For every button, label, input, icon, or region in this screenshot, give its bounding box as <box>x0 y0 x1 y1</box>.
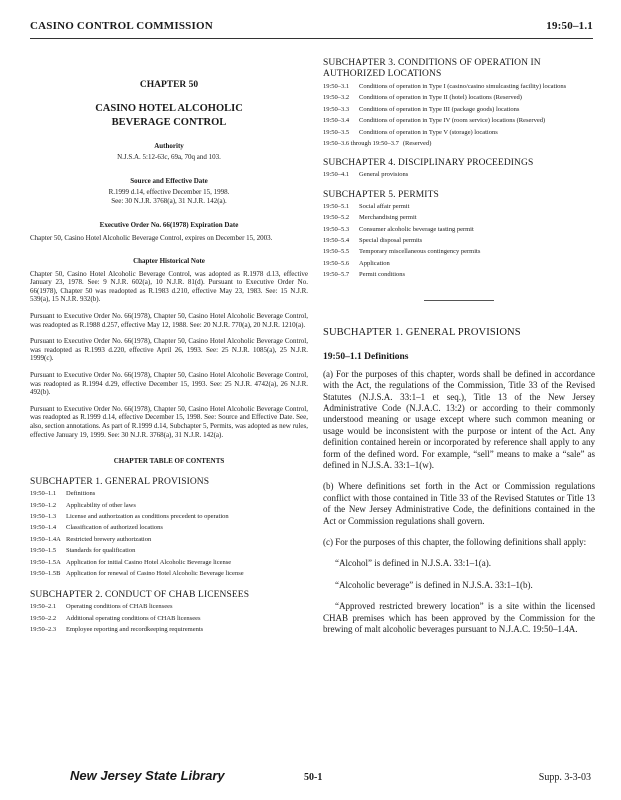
toc-item-title: Conditions of operation in Type IV (room service) locations (Reserved) <box>359 117 546 125</box>
toc-list <box>323 203 595 280</box>
chapter-title-line: CASINO HOTEL ALCOHOLIC <box>95 103 243 114</box>
toc-item-title: Temporary miscellaneous contingency permits <box>359 248 481 256</box>
toc-item-title: Permit conditions <box>359 271 406 279</box>
definition-para: (c) For the purposes of this chapter, the following definitions shall apply: <box>323 536 587 547</box>
toc-item-title: Operating conditions of CHAB licensees <box>66 603 173 611</box>
toc-heading: CHAPTER TABLE OF CONTENTS <box>113 457 225 466</box>
toc-item-title: Conditions of operation in Type V (storage) locations <box>359 128 498 136</box>
section-divider <box>424 300 494 301</box>
toc-item-title: Restricted brewery authorization <box>66 535 152 543</box>
historical-note-para: Chapter 50, Casino Hotel Alcoholic Beverage Control, was adopted as R.1978 d.13, effective January 23, 1978. See: 9 N.J.R. 602(a), 10 N.J.R. 81(d). Pursuant to Executive Order No. 66(1978), Chapter 50 was readopted as R.1983 d.210, effective May 23, 1983. See: 15 N.J.R. 539(a), 15 N.J.R. 932(b). <box>30 269 308 304</box>
toc-item-number: 19:50–2.3 <box>30 626 57 634</box>
toc-item-title: Definitions <box>66 490 96 498</box>
toc-item <box>30 559 308 567</box>
section-heading: 19:50–1.1 Definitions <box>323 351 409 362</box>
toc-item <box>323 248 595 256</box>
toc-subchapter-1: SUBCHAPTER 1. GENERAL PROVISIONS <box>30 477 210 488</box>
authority-heading: Authority <box>154 142 184 150</box>
toc-item <box>30 547 308 555</box>
toc-item <box>30 502 308 510</box>
toc-item <box>30 490 308 498</box>
toc-item-number: 19:50–3.3 <box>323 105 350 113</box>
toc-list <box>323 83 595 148</box>
page-number: 50-1 <box>304 772 323 783</box>
toc-item <box>323 214 595 222</box>
toc-subchapter-5: SUBCHAPTER 5. PERMITS <box>323 189 439 200</box>
toc-item <box>30 615 308 623</box>
toc-item <box>323 129 595 137</box>
authority-text: N.J.S.A. 5:12-63c, 69a, 70q and 103. <box>117 153 221 161</box>
toc-item-number: 19:50–5.7 <box>323 271 350 279</box>
toc-list <box>323 171 595 179</box>
toc-item-number: 19:50–3.4 <box>323 117 350 125</box>
toc-item-title: License and authorization as conditions precedent to operation <box>66 512 229 520</box>
chapter-number: CHAPTER 50 <box>139 80 199 90</box>
toc-item <box>323 203 595 211</box>
definition-para: “Alcohol” is defined in N.J.S.A. 33:1–1(a). <box>335 558 491 569</box>
toc-item-title: Applicability of other laws <box>66 501 136 509</box>
toc-item-title: Special disposal permits <box>359 237 423 245</box>
toc-item <box>323 140 595 148</box>
toc-item <box>323 260 595 268</box>
toc-item-number: 19:50–1.3 <box>30 512 57 520</box>
toc-item-title: Conditions of operation in Type I (casino/casino simulcasting facility) locations <box>359 83 567 90</box>
toc-item-title: Application <box>359 259 390 267</box>
source-heading: Source and Effective Date <box>130 177 208 185</box>
toc-item-title: Additional operating conditions of CHAB licensees <box>66 614 201 622</box>
toc-item <box>30 524 308 532</box>
toc-item-number: 19:50–3.1 <box>323 83 350 90</box>
toc-item-title: Classification of authorized locations <box>66 524 163 532</box>
toc-item-number: 19:50–5.4 <box>323 237 350 245</box>
toc-list <box>30 490 308 578</box>
header-left: CASINO CONTROL COMMISSION <box>30 20 213 32</box>
toc-subchapter-4: SUBCHAPTER 4. DISCIPLINARY PROCEEDINGS <box>323 158 534 169</box>
executive-order-text: Chapter 50, Casino Hotel Alcoholic Beverage Control, expires on December 15, 2003. <box>30 234 273 242</box>
toc-item-number: 19:50–5.1 <box>323 202 350 210</box>
toc-subchapter-2: SUBCHAPTER 2. CONDUCT OF CHAB LICENSEES <box>30 590 250 601</box>
toc-item-number: 19:50–1.5B <box>30 569 61 577</box>
toc-item-title: Standards for qualification <box>66 547 136 555</box>
toc-item <box>323 94 595 102</box>
toc-item-number: 19:50–4.1 <box>323 171 350 179</box>
definition-para: (b) Where definitions set forth in the Act or Commission regulations conflict with those contained in Title 33 of the Revised Statutes or Title 13 of the New Jersey Administrative Code, the definitions contained in the Act or Commission regulations shall govern. <box>323 481 595 526</box>
chapter-title <box>30 102 308 130</box>
source-line: See: 30 N.J.R. 3768(a), 31 N.J.R. 142(a). <box>111 197 227 205</box>
toc-item-number: 19:50–3.6 through 19:50–3.7 <box>323 140 399 148</box>
toc-item <box>323 171 595 179</box>
definition-para: “Approved restricted brewery location” is a site within the licensed CHAB premises which has been approved by the Commission for the brewing of malt alcoholic beverages pursuant to N.J.A.C. 19:50–1.4A. <box>323 601 595 634</box>
toc-item-number: 19:50–1.5 <box>30 547 57 555</box>
toc-item-number: 19:50–3.2 <box>323 94 350 102</box>
toc-item <box>323 226 595 234</box>
toc-item <box>30 626 308 634</box>
historical-note-para: Pursuant to Executive Order No. 66(1978), Chapter 50, Casino Hotel Alcoholic Beverage Control, was readopted as R.1993 d.220, effective April 26, 1993. See: 25 N.J.R. 1085(a), 25 N.J.R. 1999(c). <box>30 337 308 363</box>
toc-item-title: Employee reporting and recordkeeping requirements <box>66 626 204 634</box>
definition-para: “Alcoholic beverage” is defined in N.J.S.A. 33:1–1(b). <box>335 579 533 590</box>
toc-item <box>30 513 308 521</box>
toc-item-title: Application for renewal of Casino Hotel Alcoholic Beverage license <box>66 569 244 577</box>
toc-item-title: (Reserved) <box>402 140 432 148</box>
toc-item <box>323 106 595 114</box>
supplement-date: Supp. 3-3-03 <box>538 772 591 783</box>
toc-item-number: 19:50–3.5 <box>323 128 350 136</box>
historical-note-para: Pursuant to Executive Order No. 66(1978), Chapter 50, Casino Hotel Alcoholic Beverage Control, was readopted as R.1994 d.29, effective December 15, 1993. See: 25 N.J.R. 4742(a), 26 N.J.R. 492(b). <box>30 370 308 397</box>
toc-item-title: Merchandising permit <box>359 214 417 222</box>
toc-item-number: 19:50–5.2 <box>323 214 350 222</box>
historical-note-para: Pursuant to Executive Order No. 66(1978), Chapter 50, Casino Hotel Alcoholic Beverage Control, was readopted as R.1999 d.14, effective December 15, 1998. See: Source and Effective Date. See, also, section annotations. As part of R.1999 d.14, Subchapter 5, Permits, was adopted as new rules, effective January 19, 1999. See: 30 N.J.R. 3768(a), 31 N.J.R. 142(a). <box>30 404 308 439</box>
toc-item-number: 19:50–5.5 <box>323 248 350 256</box>
toc-item-title: General provisions <box>359 171 409 179</box>
toc-item-title: Social affair permit <box>359 202 410 210</box>
library-stamp: New Jersey State Library <box>70 768 225 783</box>
left-column <box>30 60 308 635</box>
toc-item <box>30 603 308 611</box>
historical-note-heading: Chapter Historical Note <box>133 256 205 265</box>
toc-item-number: 19:50–5.6 <box>323 259 350 267</box>
toc-list <box>30 603 308 634</box>
toc-item-number: 19:50–5.3 <box>323 225 350 233</box>
toc-item <box>30 570 308 578</box>
right-column <box>323 50 595 635</box>
toc-item-number: 19:50–1.4 <box>30 524 57 532</box>
toc-item <box>323 117 595 125</box>
header-right: 19:50–1.1 <box>546 20 593 32</box>
toc-item-title: Conditions of operation in Type II (hotel) locations (Reserved) <box>359 94 522 102</box>
toc-item-title: Consumer alcoholic beverage tasting permit <box>359 225 474 233</box>
toc-item-number: 19:50–2.2 <box>30 614 57 622</box>
source-line: R.1999 d.14, effective December 15, 1998. <box>108 188 230 196</box>
historical-note-para: Pursuant to Executive Order No. 66(1978), Chapter 50, Casino Hotel Alcoholic Beverage Control, was readopted as R.1988 d.257, effective May 12, 1988. See: 20 N.J.R. 770(a), 20 N.J.R. 1210(a). <box>30 311 308 329</box>
toc-item-number: 19:50–1.5A <box>30 558 61 566</box>
chapter-title-line: BEVERAGE CONTROL <box>111 117 227 128</box>
toc-subchapter-3: SUBCHAPTER 3. CONDITIONS OF OPERATION IN AUTHORIZED LOCATIONS <box>323 58 541 79</box>
toc-item <box>323 271 595 279</box>
executive-order-heading: Executive Order No. 66(1978) Expiration Date <box>99 221 239 229</box>
toc-item-number: 19:50–2.1 <box>30 603 57 611</box>
toc-item-number: 19:50–1.4A <box>30 535 61 543</box>
toc-item <box>323 83 595 91</box>
toc-item-number: 19:50–1.2 <box>30 501 57 509</box>
toc-item-title: Conditions of operation in Type III (package goods) locations <box>359 105 520 113</box>
toc-item <box>30 536 308 544</box>
toc-item-number: 19:50–1.1 <box>30 490 57 498</box>
toc-item <box>323 237 595 245</box>
running-header <box>30 16 593 39</box>
subchapter-1-heading: SUBCHAPTER 1. GENERAL PROVISIONS <box>323 326 521 338</box>
definition-para: (a) For the purposes of this chapter, words shall be defined in accordance with the Act, the regulations of the Commission, Title 33 of the Revised Statutes (N.J.S.A. 33:1–1 et seq.), Title 13 of the New Jersey Administrative Code (N.J.A.C. 13:2) or according to their commonly understood meaning or usage except where such common meaning or usage would be inconsistent with the purpose or intent of the Act. Any definition contained herein or incorporated by reference shall apply to any form of the defined word. For example, “sell” means to make a “sale” as defined in N.J.S.A. 33:1–1(w). <box>323 368 595 470</box>
toc-item-title: Application for initial Casino Hotel Alcoholic Beverage license <box>66 558 232 566</box>
